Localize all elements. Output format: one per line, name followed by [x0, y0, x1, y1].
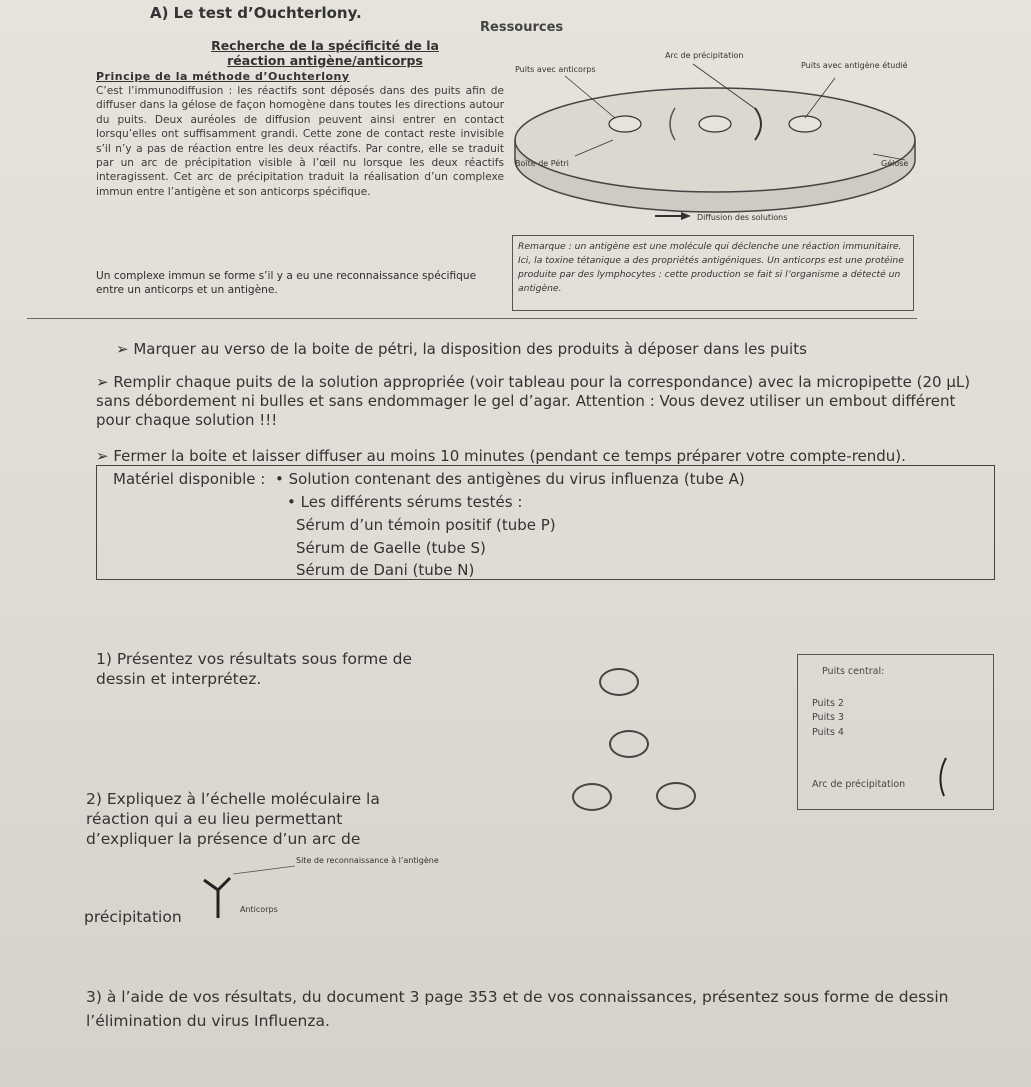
label-arc: Arc de précipitation	[665, 51, 744, 60]
label-puits-antigene: Puits avec antigène étudié	[801, 61, 908, 70]
instruction-2-text: Remplir chaque puits de la solution appropriée (voir tableau pour la correspondance) avec la micropipette (20 µL) sans débordement ni bulles et sans endommager le gel d’agar. Attention : Vous devez utiliser un embout différent pour chaque solution !!!	[96, 373, 971, 429]
drawn-well-right	[656, 782, 696, 810]
label-gelose: Gélose	[881, 159, 909, 168]
petri-dish-diagram	[505, 40, 925, 230]
label-boite: Boîte de Pétri	[515, 159, 569, 168]
question-3: 3) à l’aide de vos résultats, du document 3 page 353 et de vos connaissances, présentez sous forme de dessin l’élimination du virus Influenza.	[86, 988, 949, 1030]
drawn-well-center	[609, 730, 649, 758]
diagram-well-right	[789, 116, 821, 132]
drawn-well-left	[572, 783, 612, 811]
legend-central: Puits central:	[822, 666, 885, 677]
instruction-1: ➢ Marquer au verso de la boite de pétri, la disposition des produits à déposer dans les puits	[116, 340, 807, 358]
label-puits-anticorps: Puits avec anticorps	[515, 65, 596, 74]
legend-arc-symbol	[934, 756, 954, 798]
legend-arc: Arc de précipitation	[812, 779, 906, 790]
question-2: 2) Expliquez à l’échelle moléculaire la réaction qui a eu lieu permettant d’expliquer la présence d’un arc de	[86, 790, 380, 848]
ressources-heading: Ressources	[480, 20, 564, 35]
instruction-1-text: Marquer au verso de la boite de pétri, la disposition des produits à déposer dans les puits	[133, 340, 807, 358]
instruction-3: ➢ Fermer la boite et laisser diffuser au moins 10 minutes (pendant ce temps préparer votre compte-rendu).	[96, 447, 906, 465]
legend-puits-2: Puits 2	[812, 698, 844, 709]
legend-puits-4: Puits 4	[812, 727, 844, 738]
instruction-3-text: Fermer la boite et laisser diffuser au moins 10 minutes (pendant ce temps préparer votre compte-rendu).	[113, 447, 906, 465]
legend-puits-3: Puits 3	[812, 712, 844, 723]
materiel-item-antigenes: • Solution contenant des antigènes du virus influenza (tube A)	[275, 470, 745, 488]
question-1: 1) Présentez vos résultats sous forme de dessin et interprétez.	[96, 650, 413, 688]
materiel-item-serums: • Les différents sérums testés :	[287, 493, 523, 511]
label-diffusion: Diffusion des solutions	[697, 213, 788, 222]
principe-heading: Principe de la méthode d’Ouchterlony	[96, 70, 350, 83]
diagram-well-center	[699, 116, 731, 132]
antibody-label: Anticorps	[240, 905, 278, 914]
serum-temoin: Sérum d’un témoin positif (tube P)	[296, 516, 556, 534]
remarque-text: Remarque : un antigène est une molécule qui déclenche une réaction immunitaire. Ici, la toxine tétanique a des propriétés antigéniques. Un anticorps est une protéine produite par des lymphocytes : cette production se fait si l’organisme a détecté un antigène.	[518, 241, 904, 294]
dish-gel	[515, 88, 915, 192]
serum-dani: Sérum de Dani (tube N)	[296, 561, 475, 579]
resource-subtitle: Recherche de la spécificité de la réaction antigène/anticorps	[211, 38, 439, 68]
instruction-2: ➢ Remplir chaque puits de la solution appropriée (voir tableau pour la correspondance) avec la micropipette (20 µL) sans débordement ni bulles et sans endommager le gel d’agar. Attention : Vous devez utiliser un embout différent pour chaque solution !!!	[96, 373, 971, 429]
complexe-text: Un complexe immun se forme s’il y a eu une reconnaissance spécifique entre un anticorps et un antigène.	[96, 270, 477, 296]
antibody-site-label: Site de reconnaissance à l’antigène	[296, 856, 439, 865]
serum-gaelle: Sérum de Gaelle (tube S)	[296, 539, 486, 557]
principe-text: C’est l’immunodiffusion : les réactifs sont déposés dans des puits afin de diffuser dans la gélose de façon homogène dans toutes les directions autour du puits. Deux auréoles de diffusion peuvent ainsi entrer en contact lorsqu’elles ont suffisamment grandi. Cette zone de contact reste invisible s’il n’y a pas de réaction entre les deux réactifs. Par contre, elle se traduit par un arc de précipitation visible à l’œil nu lorsque les deux réactifs interagissent. Cet arc de précipitation traduit la réalisation d’un complexe immun entre l’antigène et son anticorps spécifique.	[96, 85, 504, 198]
section-title: A) Le test d’Ouchterlony.	[150, 4, 362, 22]
diagram-well-left	[609, 116, 641, 132]
question-2-end: précipitation	[84, 908, 182, 926]
drawn-well-top	[599, 668, 639, 696]
materiel-label: Matériel disponible :	[113, 470, 266, 488]
